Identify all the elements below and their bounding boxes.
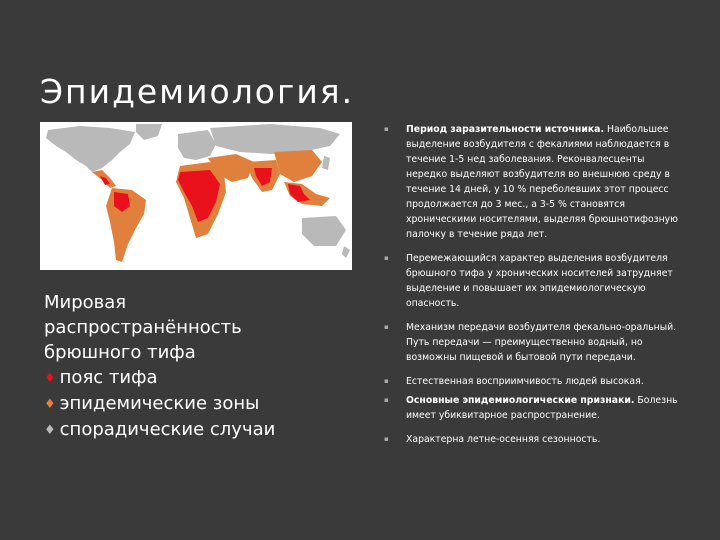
bullet-text: Механизм передачи возбудителя фекально-оральный. Путь передачи — преимущественно водный, но возможны пищевой и бытовой пути передачи. [406,322,677,363]
legend-label-epidemic-zones: эпидемические зоны [59,393,260,414]
legend-marker-sporadic: ♦ [44,423,56,438]
legend-label-sporadic: спорадические случаи [59,419,276,440]
bullet-text: Характерна летне-осенняя сезонность. [406,434,601,445]
legend-marker-typhoid-belt: ♦ [44,371,56,386]
bullet-item [384,393,684,423]
bullet-item [384,374,684,389]
legend-heading-line2: распространённость [44,317,242,338]
bullet-marker: ▪ [384,435,389,443]
bullet-item [384,251,684,311]
legend-marker-epidemic-zones: ♦ [44,397,56,412]
legend-item-typhoid-belt [44,365,344,391]
bullet-item [384,122,684,242]
legend-item-sporadic [44,417,344,443]
map-legend [44,290,344,443]
bullet-list [384,122,684,456]
bullet-marker: ▪ [384,323,389,331]
bullet-item [384,320,684,365]
bullet-marker: ▪ [384,377,389,385]
legend-label-typhoid-belt: пояс тифа [59,367,158,388]
bullet-marker: ▪ [384,254,389,262]
bullet-marker: ▪ [384,396,389,404]
bullet-text: Перемежающийся характер выделения возбудителя брюшного тифа у хронических носителей затрудняет выделение и повышает их эпидемиологическую опасность. [406,253,673,309]
bullet-bold-text: Основные эпидемиологические признаки. [406,395,635,406]
bullet-bold-text: Период заразительности источника. [406,124,604,135]
legend-heading-line3: брюшного тифа [44,342,196,363]
bullet-item [384,432,684,447]
bullet-text: Болезнь имеет убиквитарное распространение. [406,395,678,421]
legend-heading-line1: Мировая [44,292,127,313]
bullet-text: Естественная восприимчивость людей высокая. [406,376,644,387]
legend-item-epidemic-zones [44,391,344,417]
world-map-image [40,122,352,270]
bullet-marker: ▪ [384,125,389,133]
bullet-text: Наибольшее выделение возбудителя с фекалиями наблюдается в течение 1-5 нед заболевания. Реконвалесценты нередко выделяют возбудителя во внешнюю среду в течение 14 дней, у 10 % переболевших этот процесс продолжается до 3 мес., а 3-5 % становятся хроническими носителями, выделяя брюшнотифозную палочку в течение ряда лет. [406,124,678,240]
slide-title: Эпидемиология. [40,72,355,111]
world-map-svg [40,122,352,270]
